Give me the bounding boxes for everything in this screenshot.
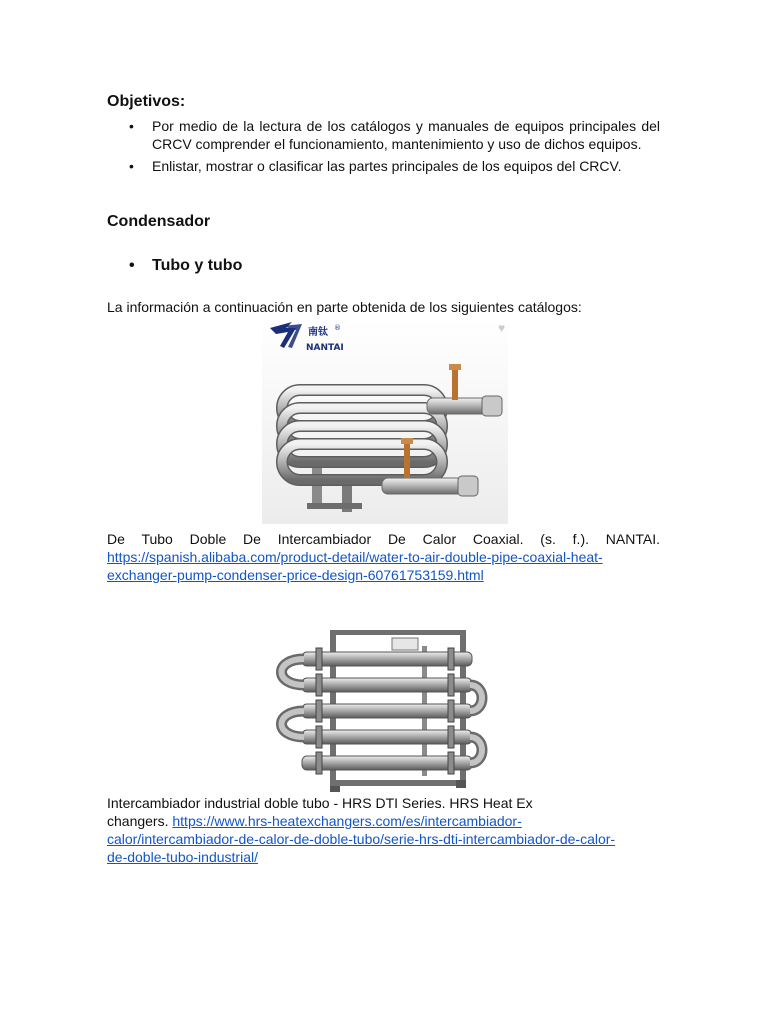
industrial-double-tube-exchanger-image [272, 626, 490, 796]
heart-icon: ♥ [498, 321, 506, 335]
objetivos-heading: Objetivos: [107, 93, 186, 110]
figure2-caption-text-1: Intercambiador industrial doble tubo - HRS DTI Series. HRS Heat Ex [107, 795, 533, 811]
bullet-icon: • [129, 257, 135, 274]
figure1-caption [107, 530, 660, 584]
figure1-caption-text: De Tubo Doble De Intercambiador De Calor Coaxial. (s. f.). NANTAI. [107, 531, 660, 547]
figure1-source-link[interactable]: https://spanish.alibaba.com/product-detail/water-to-air-double-pipe-coaxial-heat- exchanger-pump-condenser-price-design-60761753159.html [107, 549, 603, 583]
figure2-source-link[interactable]: https://www.hrs-heatexchangers.com/es/intercambiador- calor/intercambiador-de-calor-de-doble-tubo/serie-hrs-dti-intercambiador-de-calor- de-doble-tubo-industrial/ [107, 813, 616, 865]
intro-paragraph: La información a continuación en parte obtenida de los siguientes catálogos: [107, 299, 582, 315]
tubo-subheading-text: Tubo y tubo [152, 257, 243, 274]
objetivos-list [107, 117, 660, 179]
figure2-caption-text-2: changers. [107, 813, 169, 829]
coaxial-heat-exchanger-image [262, 318, 508, 524]
svg-text:®: ® [334, 324, 341, 332]
logo-en-text: NANTAI [306, 343, 344, 353]
list-item: • Por medio de la lectura de los catálogos y manuales de equipos principales del CRCV comprender el funcionamiento, mantenimiento y uso de dichos equipos. [107, 117, 660, 153]
logo-cn-text: 南钛 [308, 327, 328, 338]
figure2-caption [107, 794, 660, 866]
condensador-heading: Condensador [107, 213, 211, 230]
list-item: • Enlistar, mostrar o clasificar las partes principales de los equipos del CRCV. [107, 157, 660, 175]
tubo-subheading [129, 257, 242, 275]
